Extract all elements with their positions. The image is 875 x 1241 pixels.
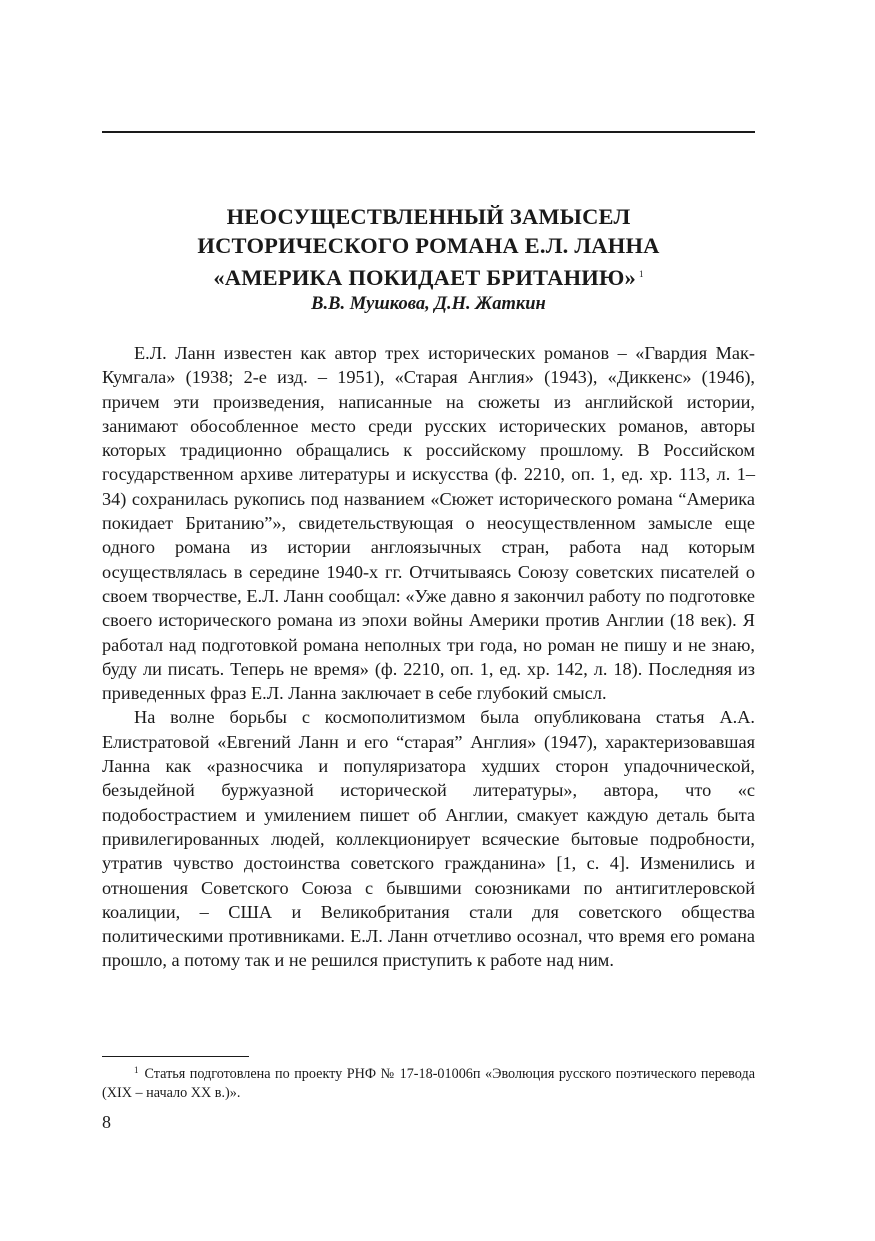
title-footnote-mark[interactable]: 1 bbox=[638, 269, 644, 279]
footnote-text: Статья подготовлена по проекту РНФ № 17-18-01006п «Эволюция русского поэтического перевода (XIX – начало XX в.)». bbox=[102, 1066, 755, 1101]
authors: В.В. Мушкова, Д.Н. Жаткин bbox=[311, 294, 546, 314]
title-line-1: НЕОСУЩЕСТВЛЕННЫЙ ЗАМЫСЕЛ bbox=[226, 204, 631, 229]
title-line-2: ИСТОРИЧЕСКОГО РОМАНА Е.Л. ЛАННА bbox=[197, 233, 660, 258]
article-body bbox=[102, 341, 755, 973]
footnote bbox=[102, 1061, 755, 1102]
footnote-rule bbox=[102, 1056, 249, 1057]
article-title bbox=[102, 202, 755, 292]
paragraph-1: Е.Л. Ланн известен как автор трех исторических романов – «Гвардия Мак-Кумгала» (1938; 2-е изд. – 1951), «Старая Англия» (1943), «Диккенс» (1946), причем эти произведения, написанные на сюжеты из английской истории, занимают обособленное место среди русских исторических романов, авторы которых традиционно обращались к российскому прошлому. В Российском государственном архиве литературы и искусства (ф. 2210, оп. 1, ед. хр. 113, л. 1–34) сохранилась рукопись под названием «Сюжет исторического романа “Америка покидает Британию”», свидетельствующая о неосуществленном замысле еще одного романа из истории англоязычных стран, работа над которым осуществлялась в середине 1940-х гг. Отчитываясь Союзу советских писателей о своем творчестве, Е.Л. Ланн сообщал: «Уже давно я закончил работу по подготовке своего исторического романа из эпохи войны Америки против Англии (18 век). Я работал над подготовкой романа неполных три года, но роман не пишу и не знаю, буду ли писать. Теперь не время» (ф. 2210, оп. 1, ед. хр. 142, л. 18). Последняя из приведенных фраз Е.Л. Ланна заключает в себе глубокий смысл. bbox=[102, 343, 755, 704]
footnote-mark: 1 bbox=[134, 1065, 139, 1075]
page-number: 8 bbox=[102, 1112, 111, 1132]
title-line-3 bbox=[102, 260, 755, 292]
header-rule bbox=[102, 131, 755, 133]
paragraph-2: На волне борьбы с космополитизмом была опубликована статья А.А. Елистратовой «Евгений Ланн и его “старая” Англия» (1947), характеризовавшая Ланна как «разносчика и популяризатора худших сторон упадочнической, безыдейной буржуазной исторической литературы», автора, что «с подобострастием и умилением пишет об Англии, смакует каждую деталь быта привилегированных людей, коллекционирует всяческие бытовые подробности, утратив чувство достоинства советского гражданина» [1, с. 4]. Изменились и отношения Советского Союза с бывшими союзниками по антигитлеровской коалиции, – США и Великобритания стали для советского общества политическими противниками. Е.Л. Ланн отчетливо осознал, что время его романа прошло, а потому так и не решился приступить к работе над ним. bbox=[102, 707, 755, 971]
title-line-3-text: «АМЕРИКА ПОКИДАЕТ БРИТАНИЮ» bbox=[213, 265, 636, 290]
